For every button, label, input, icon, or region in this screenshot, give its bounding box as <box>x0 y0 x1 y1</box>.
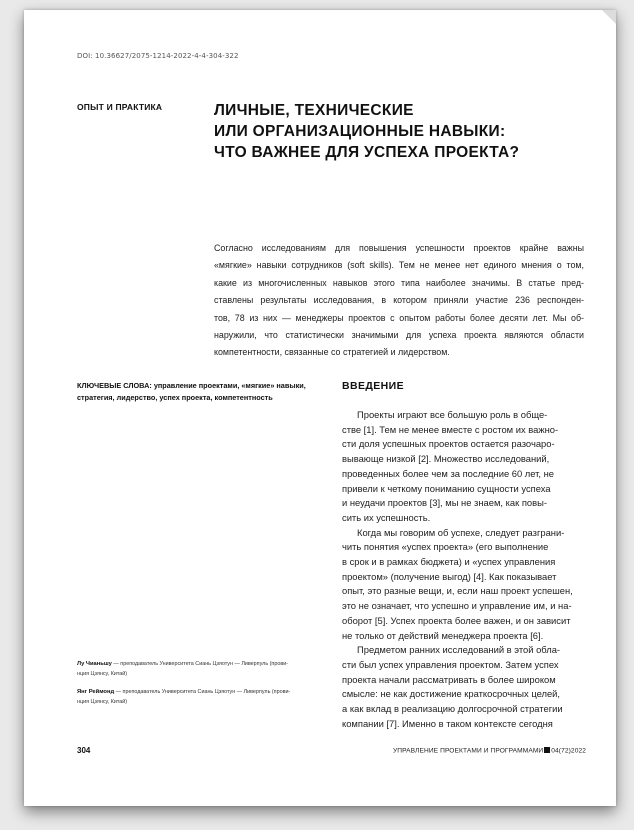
body-text <box>342 408 588 731</box>
body-line: оборот [5]. Успех проекта более важен, и он зависит <box>342 614 571 626</box>
body-line: смысле: не как достижение краткосрочных целей, <box>342 688 561 700</box>
body-line: в срок и в рамках бюджета) и «успех управления <box>342 556 556 568</box>
body-line: чить понятия «успех проекта» (его выполнение <box>342 541 549 553</box>
abstract-line: какие из многочисленных навыков этого типа наиболее значимы. В статье пред- <box>214 277 584 288</box>
body-line: компании [7]. Именно в таком контексте сегодня <box>342 717 553 729</box>
abstract-line: наружили, что статистически значимыми для успеха проекта являются области <box>214 330 584 341</box>
keywords <box>77 380 327 404</box>
author-line <box>77 688 327 698</box>
abstract-line: ставлены результаты исследования, в котором приняли участие 236 респонден- <box>214 295 584 306</box>
author-name: Янг Реймонд <box>77 689 115 695</box>
body-line: стве [1]. Тем не менее вместе с ростом их важно- <box>342 423 559 435</box>
body-line: проектом» (получение выгод) [4]. Как показывает <box>342 570 557 582</box>
body-line: не только от действий менеджера проекта [6]. <box>342 629 544 641</box>
doi-label: DOI: 10.36627/2075-1214-2022-4-4-304-322 <box>77 52 239 60</box>
article-title <box>214 100 574 163</box>
title-line: ЛИЧНЫЕ, ТЕХНИЧЕСКИЕ <box>214 102 414 119</box>
body-line: опыт, это разные вещи, и, если наш проект успешен, <box>342 585 573 597</box>
author-name: Лу Чианьшу <box>77 661 112 667</box>
keywords-line: КЛЮЧЕВЫЕ СЛОВА: управление проектами, «мягкие» навыки, <box>77 381 306 390</box>
journal-name: УПРАВЛЕНИЕ ПРОЕКТАМИ И ПРОГРАММАМИ <box>392 747 544 755</box>
body-line: Когда мы говорим об успехе, следует разграни- <box>357 526 565 538</box>
body-line: проведенных более чем за последние 60 лет, не <box>342 467 555 479</box>
keywords-line: стратегия, лидерство, успех проекта, компетентность <box>77 393 273 402</box>
body-line: привели к четкому пониманию сущности успеха <box>342 482 551 494</box>
body-line: проекта начали рассматривать в более широком <box>342 673 556 685</box>
author-desc: — преподаватель Университета Сиань Цзяотун — Ливерпуль (прови- <box>111 661 289 667</box>
abstract <box>214 240 584 362</box>
abstract-line: тов, 78 из них — менеджеры проектов с опытом работы более десяти лет. Мы об- <box>214 312 584 323</box>
author-desc-cont: нция Цзянсу, Китай) <box>77 670 128 677</box>
separator-square-icon <box>544 747 550 753</box>
body-line: и неудачи проектов [3], мы не знаем, как повы- <box>342 497 547 509</box>
intro-heading: ВВЕДЕНИЕ <box>342 380 404 392</box>
author-note <box>77 688 327 707</box>
page-number: 304 <box>77 746 91 755</box>
body-line: а как вклад в реализацию долгосрочной стратегии <box>342 703 563 715</box>
journal-footer <box>393 747 586 755</box>
body-line: сти доля успешных проектов остается разочаро- <box>342 438 555 450</box>
body-line: вывающе низкой [2]. Множество исследований, <box>342 453 550 465</box>
body-line: Проекты играют все большую роль в обще- <box>357 409 548 420</box>
journal-issue: 04(72)2022 <box>551 747 586 755</box>
section-label: ОПЫТ И ПРАКТИКА <box>77 102 163 112</box>
author-line <box>77 660 327 670</box>
author-desc-cont: нция Цзянсу, Китай) <box>77 698 128 705</box>
title-line: ЧТО ВАЖНЕЕ ДЛЯ УСПЕХА ПРОЕКТА? <box>214 144 520 161</box>
body-line: сить их успешность. <box>342 511 431 523</box>
author-note <box>77 660 327 679</box>
author-desc: — преподаватель Университета Сиань Цзяотун — Ливерпуль (прови- <box>114 689 291 695</box>
abstract-line: Согласно исследованиям для повышения успешности проектов крайне важны <box>214 243 584 253</box>
body-line: это не означает, что успешно и управление им, и на- <box>342 600 572 612</box>
abstract-line: «мягкие» навыки сотрудников (soft skills). Тем не менее нет единого мнения о том, <box>214 260 584 271</box>
article-page <box>24 10 616 806</box>
title-line: ИЛИ ОРГАНИЗАЦИОННЫЕ НАВЫКИ: <box>214 123 506 140</box>
body-line: сти был успех управления проектом. Затем успех <box>342 658 559 670</box>
abstract-line: компетентности, связанные со стратегией и лидерством. <box>214 347 450 358</box>
body-line: Предметом ранних исследований в этой обла- <box>357 644 561 656</box>
